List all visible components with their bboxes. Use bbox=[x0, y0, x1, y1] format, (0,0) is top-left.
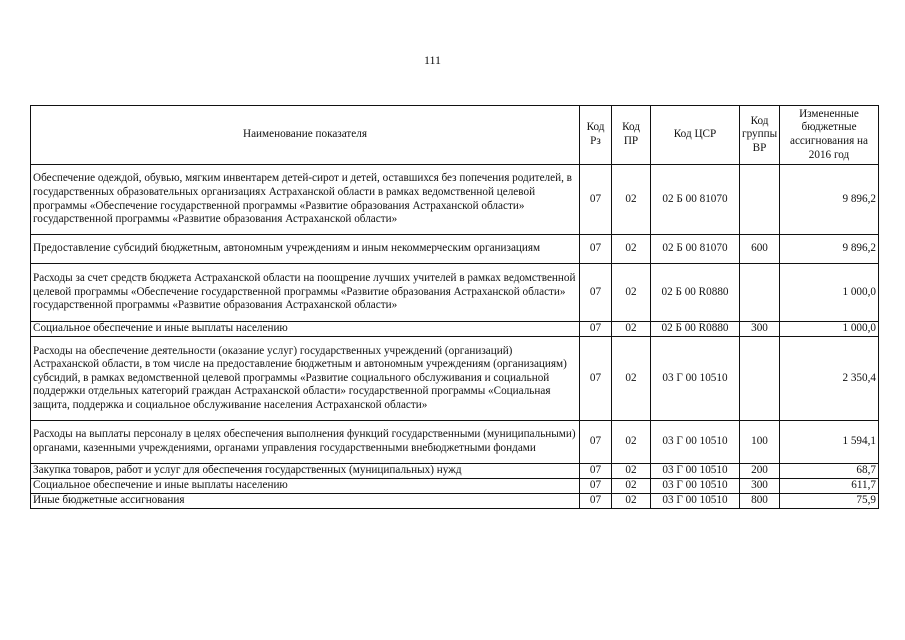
cell-name: Обеспечение одеждой, обувью, мягким инвентарем детей-сирот и детей, оставшихся без попечения родителей, в государственных образовательных организациях Астраханской области в рамках ведомственной целевой программы «Обеспечение государственной программы «Развитие образования Астраханской области» государственной программы «Развитие образования Астраханской области» bbox=[31, 165, 580, 235]
cell-amount: 1 594,1 bbox=[780, 421, 879, 464]
cell-name: Предоставление субсидий бюджетным, автономным учреждениям и иным некоммерческим организациям bbox=[31, 235, 580, 264]
cell-csr: 02 Б 00 R0880 bbox=[651, 264, 740, 322]
cell-amount: 611,7 bbox=[780, 479, 879, 494]
cell-pr: 02 bbox=[612, 464, 651, 479]
cell-csr: 03 Г 00 10510 bbox=[651, 421, 740, 464]
table-row bbox=[31, 165, 879, 235]
cell-pr: 02 bbox=[612, 421, 651, 464]
col-header-csr: Код ЦСР bbox=[651, 106, 740, 165]
cell-vr bbox=[740, 165, 780, 235]
cell-name: Расходы на выплаты персоналу в целях обеспечения выполнения функций государственными (муниципальными) органами, казенными учреждениями, органами управления государственными внебюджетными фондами bbox=[31, 421, 580, 464]
budget-table bbox=[30, 105, 879, 509]
cell-vr: 600 bbox=[740, 235, 780, 264]
table-row bbox=[31, 494, 879, 509]
cell-pr: 02 bbox=[612, 235, 651, 264]
cell-rz: 07 bbox=[580, 235, 612, 264]
cell-pr: 02 bbox=[612, 337, 651, 421]
col-header-amount: Измененные бюджетные ассигнования на 2016 год bbox=[780, 106, 879, 165]
cell-amount: 68,7 bbox=[780, 464, 879, 479]
cell-csr: 03 Г 00 10510 bbox=[651, 337, 740, 421]
cell-name: Социальное обеспечение и иные выплаты населению bbox=[31, 479, 580, 494]
table-row bbox=[31, 322, 879, 337]
table-row bbox=[31, 337, 879, 421]
cell-pr: 02 bbox=[612, 494, 651, 509]
col-header-vr: Код группы ВР bbox=[740, 106, 780, 165]
cell-pr: 02 bbox=[612, 264, 651, 322]
cell-csr: 02 Б 00 81070 bbox=[651, 165, 740, 235]
col-header-rz: Код Рз bbox=[580, 106, 612, 165]
cell-amount: 9 896,2 bbox=[780, 165, 879, 235]
cell-vr: 300 bbox=[740, 322, 780, 337]
col-header-pr: Код ПР bbox=[612, 106, 651, 165]
table-row bbox=[31, 264, 879, 322]
cell-name: Расходы на обеспечение деятельности (оказание услуг) государственных учреждений (организаций) Астраханской области, в том числе на предоставление бюджетным и автономным учреждениям (организациям) субсидий, в рамках ведомственной целевой программы «Развитие социального обслуживания и социальной поддержки отдельных категорий граждан Астраханской области» государственной программы «Социальная защита, поддержка и социальное обслуживание населения Астраханской области» bbox=[31, 337, 580, 421]
cell-vr: 200 bbox=[740, 464, 780, 479]
cell-amount: 2 350,4 bbox=[780, 337, 879, 421]
cell-amount: 1 000,0 bbox=[780, 264, 879, 322]
cell-vr bbox=[740, 264, 780, 322]
cell-pr: 02 bbox=[612, 322, 651, 337]
cell-rz: 07 bbox=[580, 337, 612, 421]
table-header-row bbox=[31, 106, 879, 165]
cell-csr: 03 Г 00 10510 bbox=[651, 479, 740, 494]
cell-rz: 07 bbox=[580, 464, 612, 479]
cell-rz: 07 bbox=[580, 322, 612, 337]
cell-csr: 03 Г 00 10510 bbox=[651, 464, 740, 479]
cell-name: Закупка товаров, работ и услуг для обеспечения государственных (муниципальных) нужд bbox=[31, 464, 580, 479]
cell-csr: 02 Б 00 R0880 bbox=[651, 322, 740, 337]
cell-pr: 02 bbox=[612, 479, 651, 494]
cell-amount: 75,9 bbox=[780, 494, 879, 509]
cell-rz: 07 bbox=[580, 479, 612, 494]
cell-vr bbox=[740, 337, 780, 421]
cell-amount: 9 896,2 bbox=[780, 235, 879, 264]
col-header-name: Наименование показателя bbox=[31, 106, 580, 165]
table-row bbox=[31, 235, 879, 264]
cell-rz: 07 bbox=[580, 494, 612, 509]
cell-csr: 03 Г 00 10510 bbox=[651, 494, 740, 509]
cell-pr: 02 bbox=[612, 165, 651, 235]
cell-rz: 07 bbox=[580, 421, 612, 464]
cell-rz: 07 bbox=[580, 264, 612, 322]
cell-vr: 100 bbox=[740, 421, 780, 464]
cell-name: Иные бюджетные ассигнования bbox=[31, 494, 580, 509]
cell-name: Социальное обеспечение и иные выплаты населению bbox=[31, 322, 580, 337]
cell-vr: 800 bbox=[740, 494, 780, 509]
cell-amount: 1 000,0 bbox=[780, 322, 879, 337]
table-row bbox=[31, 479, 879, 494]
cell-rz: 07 bbox=[580, 165, 612, 235]
page-number: 111 bbox=[423, 53, 442, 67]
table-row bbox=[31, 464, 879, 479]
table-row bbox=[31, 421, 879, 464]
cell-vr: 300 bbox=[740, 479, 780, 494]
cell-csr: 02 Б 00 81070 bbox=[651, 235, 740, 264]
cell-name: Расходы за счет средств бюджета Астраханской области на поощрение лучших учителей в рамках ведомственной целевой программы «Обеспечение государственной программы «Развитие образования Астраханской области» государственной программы «Развитие образования Астраханской области» bbox=[31, 264, 580, 322]
